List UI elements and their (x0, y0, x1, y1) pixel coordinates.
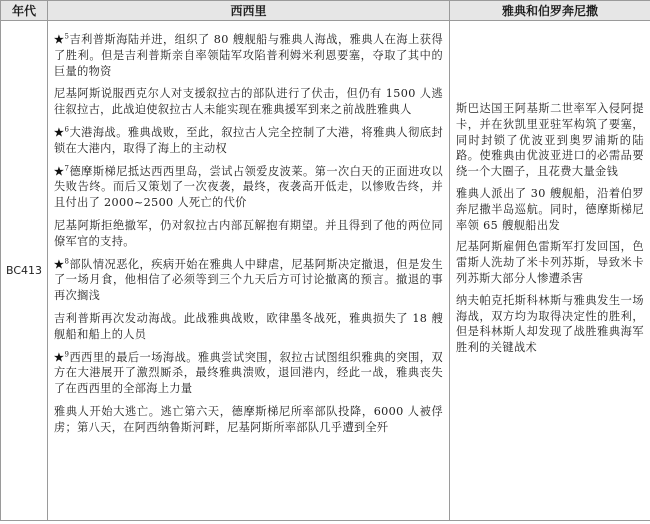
athens-peloponnese-entry: 尼基阿斯雇佣色雷斯军打发回国，色雷斯人洗劫了米卡列苏斯，导致米卡列苏斯大部分人惨遭杀害 (456, 240, 644, 285)
footnote-number: 9 (64, 349, 70, 358)
west-sicily-entry (54, 257, 443, 304)
footnote-number: 8 (64, 256, 70, 265)
west-sicily-entry (54, 125, 443, 157)
header-west-sicily: 西西里 (48, 1, 450, 21)
west-sicily-events (48, 21, 449, 436)
footnote-number: 7 (64, 163, 70, 172)
athens-peloponnese-entry: 斯巴达国王阿基斯二世率军入侵阿提卡，并在狄凯里亚驻军构筑了要塞，同时封锁了优波亚到奥罗浦斯的陆路。使雅典由优波亚进口的必需品要绕一个大圈子，且花费大量金钱 (456, 102, 644, 179)
header-year: 年代 (1, 1, 48, 21)
entry-text: 大港海战。雅典战败，至此，叙拉古人完全控制了大港，将雅典人彻底封锁在大港内，取得了海上的主动权 (54, 125, 443, 155)
star-marker: ★ (54, 124, 65, 139)
table-row (1, 21, 650, 521)
header-athens-peloponnese: 雅典和伯罗奔尼撒 (450, 1, 650, 21)
star-marker: ★ (54, 256, 65, 271)
west-sicily-entry (54, 311, 443, 343)
west-sicily-entry (54, 32, 443, 79)
west-sicily-entry (54, 350, 443, 397)
entry-text: 部队情况恶化，疾病开始在雅典人中肆虐，尼基阿斯决定撤退，但是发生了一场月食，他相信了必须等到三个九天后方可讨论撤离的预言。撤退的事再次搁浅 (54, 257, 443, 303)
athens-peloponnese-events (450, 21, 650, 356)
entry-text: 尼基阿斯拒绝撤军，仍对叙拉古内部瓦解抱有期望。并且得到了他的两位同僚军官的支持。 (54, 218, 443, 248)
entry-text: 西西里的最后一场海战。雅典尝试突围，叙拉古试图组织雅典的突围，双方在大港展开了激烈厮杀，最终雅典溃败，退回港内，经此一战，雅典丧失了在西西里的全部海上力量 (54, 350, 443, 396)
footnote-number: 6 (64, 125, 70, 134)
footnote-number: 5 (64, 32, 70, 41)
entry-text: 雅典人开始大逃亡。逃亡第六天，德摩斯梯尼所率部队投降，6000 人被俘虏；第八天，在阿西纳鲁斯河畔，尼基阿斯所率部队几乎遭到全歼 (54, 404, 443, 434)
west-sicily-entry (54, 404, 443, 436)
entry-text: 吉利普斯再次发动海战。此战雅典战败，欧律墨冬战死，雅典损失了 18 艘舰船和船上的人员 (54, 311, 443, 341)
athens-peloponnese-entry: 纳夫帕克托斯科林斯与雅典发生一场海战，双方均为取得决定性的胜利，但是科林斯人却发现了战胜雅典海军胜利的关键战术 (456, 293, 644, 355)
athens-peloponnese-entry: 雅典人派出了 30 艘舰船，沿着伯罗奔尼撒半岛巡航。同时，德摩斯梯尼率领 65 艘舰船出发 (456, 186, 644, 232)
star-marker: ★ (54, 349, 65, 364)
entry-text: 德摩斯梯尼抵达西西里岛，尝试占领爱皮波莱。第一次白天的正面进攻以失败告终。而后又策划了一次夜袭，最终，夜袭高开低走，以惨败告终，并且付出了 2000~2500 人死亡的代价 (54, 164, 443, 210)
entry-text: 吉利普斯海陆并进，组织了 80 艘舰船与雅典人海战，雅典人在海上获得了胜利。但是吉利普斯亲自率领陆军攻陷普利姆米利恩要塞，夺取了其中的巨量的物资 (54, 33, 443, 78)
star-marker: ★ (54, 163, 65, 178)
athens-peloponnese-cell (450, 21, 650, 521)
star-marker: ★ (54, 32, 65, 46)
table-header-row (1, 1, 650, 21)
west-sicily-entry (54, 86, 443, 118)
west-sicily-entry (54, 164, 443, 211)
west-sicily-cell (48, 21, 450, 521)
year-cell: BC413 (1, 21, 48, 521)
west-sicily-entry (54, 218, 443, 250)
entry-text: 尼基阿斯说服西克尔人对支援叙拉古的部队进行了伏击，但仍有 1500 人逃往叙拉古，此战迫使叙拉古人未能实现在雅典援军到来之前战胜雅典人 (54, 87, 443, 117)
